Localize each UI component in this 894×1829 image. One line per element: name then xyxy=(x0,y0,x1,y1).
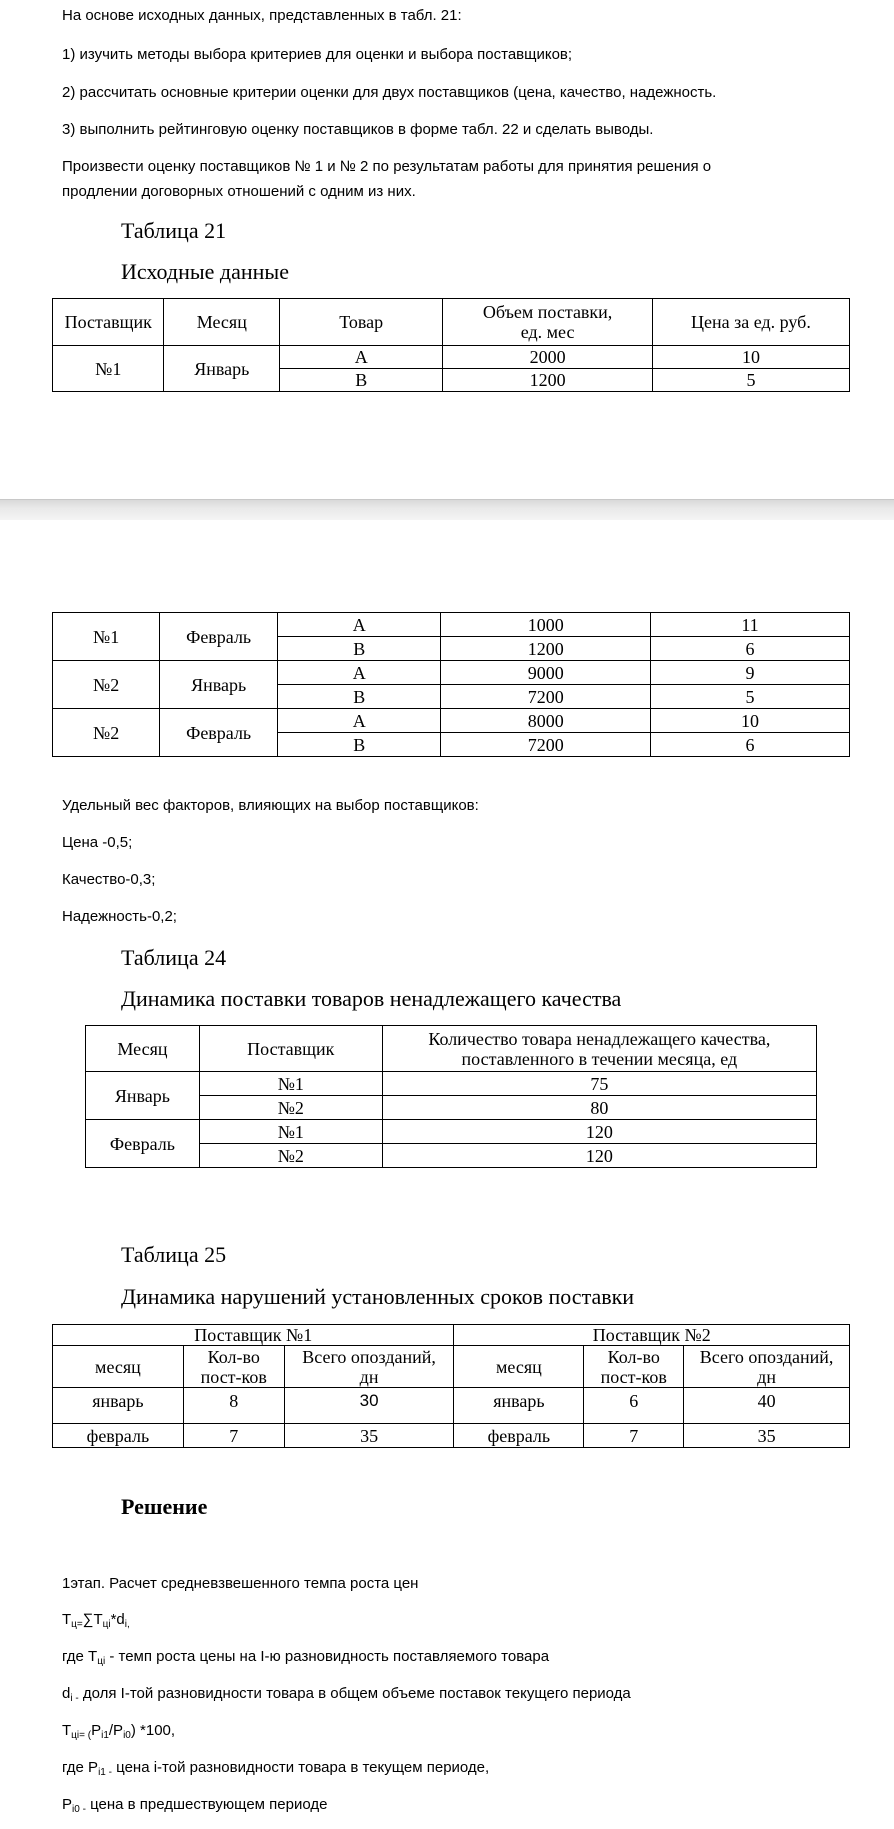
f1-t: Т xyxy=(62,1611,72,1628)
cell-month: Январь xyxy=(160,661,278,709)
cell-delays: 30 xyxy=(284,1388,454,1424)
cell-goods: A xyxy=(277,661,440,685)
cell-month: февраль xyxy=(454,1424,584,1448)
header-defect-qty xyxy=(382,1026,816,1072)
table21-part2 xyxy=(52,612,850,757)
header-goods: Товар xyxy=(280,299,443,346)
header-month: месяц xyxy=(454,1346,584,1388)
cell-price: 5 xyxy=(651,685,850,709)
cell-supplier: №2 xyxy=(53,709,160,757)
cell-volume: 2000 xyxy=(443,346,653,369)
cell-volume: 7200 xyxy=(441,685,651,709)
header-defect-qty-line2: поставленного в течении месяца, ед xyxy=(461,1048,738,1069)
header-month: Месяц xyxy=(164,299,280,346)
header-count-line1: Кол-во xyxy=(607,1346,660,1367)
cell-supplier: №2 xyxy=(53,661,160,709)
header-month: Месяц xyxy=(86,1026,200,1072)
cell-month: Февраль xyxy=(86,1120,200,1168)
table-row xyxy=(53,709,850,733)
weight-reliability: Надежность-0,2; xyxy=(62,908,177,925)
header-delays-line1: Всего опозданий, xyxy=(302,1346,436,1367)
cell-month: февраль xyxy=(53,1424,184,1448)
table-row xyxy=(53,613,850,637)
table25-caption: Таблица 25 xyxy=(121,1242,227,1267)
table21-caption: Таблица 21 xyxy=(121,218,227,243)
table25-title: Динамика нарушений установленных сроков поставки xyxy=(121,1284,635,1309)
def2-sub: i - xyxy=(70,1693,79,1704)
table-row xyxy=(86,1072,817,1096)
header-month: месяц xyxy=(53,1346,184,1388)
f2-end: ) *100, xyxy=(130,1722,176,1739)
cell-month: Январь xyxy=(164,346,280,392)
header-supplier: Поставщик xyxy=(199,1026,382,1072)
weight-price: Цена -0,5; xyxy=(62,834,133,851)
cell-volume: 8000 xyxy=(441,709,651,733)
table-row xyxy=(86,1120,817,1144)
table21-title: Исходные данные xyxy=(121,259,289,284)
cell-goods: B xyxy=(280,369,443,392)
header-price: Цена за ед. руб. xyxy=(652,299,849,346)
task-item-3: 3) выполнить рейтинговую оценку поставщиков в форме табл. 22 и сделать выводы. xyxy=(62,121,654,138)
cell-goods: B xyxy=(277,637,440,661)
cell-count: 7 xyxy=(584,1424,684,1448)
formula-price-growth xyxy=(62,1722,175,1741)
def1-a: где Т xyxy=(62,1648,98,1665)
header-supplier-1: Поставщик №1 xyxy=(53,1325,454,1346)
def3-b: цена i-той разновидности товара в текущем периоде, xyxy=(111,1759,490,1776)
f2-t: Т xyxy=(62,1722,72,1739)
cell-month: январь xyxy=(454,1388,584,1424)
cell-supplier: №1 xyxy=(199,1072,382,1096)
cell-price: 10 xyxy=(652,346,849,369)
cell-supplier: №2 xyxy=(199,1144,382,1168)
definition-di xyxy=(62,1685,631,1704)
cell-volume: 1000 xyxy=(441,613,651,637)
header-count-line2: пост-ков xyxy=(200,1366,267,1387)
cell-goods: A xyxy=(277,709,440,733)
stage1-title: 1этап. Расчет средневзвешенного темпа роста цен xyxy=(62,1575,419,1592)
table24 xyxy=(85,1025,817,1168)
f2-sub3: i0 xyxy=(123,1730,131,1741)
header-supplier-2: Поставщик №2 xyxy=(454,1325,850,1346)
cell-price: 6 xyxy=(651,637,850,661)
cell-supplier: №1 xyxy=(53,613,160,661)
cell-qty: 120 xyxy=(382,1120,816,1144)
task-text-line-2: продлении договорных отношений с одним из них. xyxy=(62,183,416,200)
task-intro: На основе исходных данных, представленных в табл. 21: xyxy=(62,7,462,24)
table24-title: Динамика поставки товаров ненадлежащего качества xyxy=(121,986,622,1011)
cell-month: январь xyxy=(53,1388,184,1424)
cell-volume: 7200 xyxy=(441,733,651,757)
cell-count: 8 xyxy=(183,1388,284,1424)
cell-supplier: №1 xyxy=(199,1120,382,1144)
f2-p: P xyxy=(91,1722,102,1739)
page-break-divider xyxy=(0,500,894,520)
table25 xyxy=(52,1324,850,1448)
cell-month: Февраль xyxy=(160,613,278,661)
header-count-line2: пост-ков xyxy=(600,1366,667,1387)
task-text-line-1: Произвести оценку поставщиков № 1 и № 2 по результатам работы для принятия решения о xyxy=(62,158,712,175)
cell-month: Январь xyxy=(86,1072,200,1120)
cell-goods: B xyxy=(277,733,440,757)
weights-title: Удельный вес факторов, влияющих на выбор поставщиков: xyxy=(62,797,479,814)
def4-b: цена в предшествующем периоде xyxy=(85,1796,328,1813)
f1-d: *d xyxy=(110,1611,125,1628)
f1-sub3: i, xyxy=(124,1619,130,1630)
cell-price: 11 xyxy=(651,613,850,637)
cell-month: Февраль xyxy=(160,709,278,757)
header-defect-qty-line1: Количество товара ненадлежащего качества, xyxy=(428,1028,771,1049)
cell-qty: 75 xyxy=(382,1072,816,1096)
cell-qty: 80 xyxy=(382,1096,816,1120)
def1-b: - темп роста цены на I-ю разновидность поставляемого товара xyxy=(105,1648,550,1665)
cell-delays: 35 xyxy=(684,1424,850,1448)
f2-sub2: i1 xyxy=(101,1730,109,1741)
def2-b: доля I-той разновидности товара в общем объеме поставок текущего периода xyxy=(78,1685,631,1702)
cell-delays: 35 xyxy=(284,1424,454,1448)
cell-price: 6 xyxy=(651,733,850,757)
cell-supplier: №2 xyxy=(199,1096,382,1120)
cell-price: 9 xyxy=(651,661,850,685)
cell-price: 10 xyxy=(651,709,850,733)
def4-a: P xyxy=(62,1796,73,1813)
def1-sub: цi xyxy=(97,1656,106,1667)
header-count xyxy=(584,1346,684,1388)
task-item-1: 1) изучить методы выбора критериев для оценки и выбора поставщиков; xyxy=(62,46,573,63)
cell-count: 6 xyxy=(584,1388,684,1424)
header-supplier: Поставщик xyxy=(53,299,164,346)
f1-sum: ∑Т xyxy=(82,1611,103,1628)
cell-price: 5 xyxy=(652,369,849,392)
header-delays-line2: дн xyxy=(359,1366,379,1387)
solution-title: Решение xyxy=(121,1494,208,1519)
def2-a: d xyxy=(62,1685,71,1702)
cell-goods: A xyxy=(277,613,440,637)
cell-count: 7 xyxy=(183,1424,284,1448)
def3-a: где P xyxy=(62,1759,99,1776)
cell-goods: A xyxy=(280,346,443,369)
table-row xyxy=(53,1388,850,1424)
header-delays-line2: дн xyxy=(757,1366,776,1387)
table24-caption: Таблица 24 xyxy=(121,945,227,970)
table-row xyxy=(53,661,850,685)
header-count xyxy=(183,1346,284,1388)
cell-volume: 9000 xyxy=(441,661,651,685)
cell-volume: 1200 xyxy=(441,637,651,661)
table-row xyxy=(53,346,850,369)
header-volume-line2: ед. мес xyxy=(520,322,575,342)
f1-sub2: цi xyxy=(102,1619,111,1630)
f2-div: /P xyxy=(108,1722,124,1739)
def3-sub: i1 - xyxy=(98,1767,112,1778)
definition-pi0 xyxy=(62,1796,327,1815)
header-delays-line1: Всего опозданий, xyxy=(699,1346,834,1367)
header-volume-line1: Объем поставки, xyxy=(482,302,613,322)
formula-weighted-growth xyxy=(62,1611,130,1630)
table-row xyxy=(53,1424,850,1448)
cell-goods: B xyxy=(277,685,440,709)
f1-sub1: ц= xyxy=(71,1619,83,1630)
cell-supplier: №1 xyxy=(53,346,164,392)
header-count-line1: Кол-во xyxy=(207,1346,260,1367)
header-volume xyxy=(443,299,653,346)
definition-tci xyxy=(62,1648,549,1667)
cell-volume: 1200 xyxy=(443,369,653,392)
cell-qty: 120 xyxy=(382,1144,816,1168)
definition-pi1 xyxy=(62,1759,489,1778)
f2-sub1: цi= ( xyxy=(71,1730,92,1741)
header-delays xyxy=(284,1346,454,1388)
cell-delays: 40 xyxy=(684,1388,850,1424)
table21-part1 xyxy=(52,298,850,392)
task-item-2: 2) рассчитать основные критерии оценки для двух поставщиков (цена, качество, надежность. xyxy=(62,84,717,101)
weight-quality: Качество-0,3; xyxy=(62,871,156,888)
header-delays xyxy=(684,1346,850,1388)
def4-sub: i0 - xyxy=(72,1804,86,1815)
